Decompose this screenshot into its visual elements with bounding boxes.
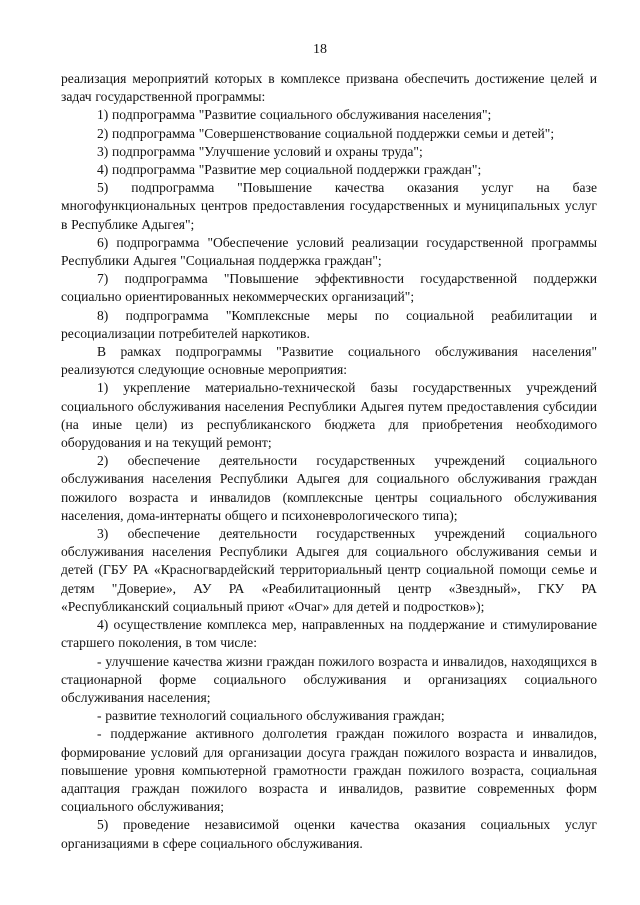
paragraph-subprogram-3: 3) подпрограмма "Улучшение условий и охраны труда"; [97, 143, 423, 159]
document-body [61, 70, 597, 853]
paragraph-bullet-1: - улучшение качества жизни граждан пожилого возраста и инвалидов, находящихся в стационарной форме социального обслуживания и организациях социального обслуживания населения; [61, 653, 597, 705]
paragraph-measure-2: 2) обеспечение деятельности государственных учреждений социального обслуживания населения Республики Адыгея для социального обслуживания граждан пожилого возраста и инвалидов (комплексные центры социального обслуживания населения, дома-интернаты общего и психоневрологического типа); [61, 453, 597, 523]
paragraph-subprogram-1: 1) подпрограмма "Развитие социального обслуживания населения"; [97, 107, 492, 123]
paragraph-bullet-3: - поддержание активного долголетия граждан пожилого возраста и инвалидов, формирование условий для организации досуга граждан пожилого возраста и инвалидов, повышение уровня компьютерной грамотности граждан пожилого возраста, социальная адаптация граждан пожилого возраста и инвалидов, развитие современных форм социального обслуживания; [61, 726, 597, 815]
page-number: 18 [313, 42, 327, 57]
paragraph-measure-3: 3) обеспечение деятельности государственных учреждений социального обслуживания населения Республики Адыгея для социального обслуживания семьи и детей (ГБУ РА «Красногвардейский территориальный центр социальной помощи семье и детям "Доверие», АУ РА «Реабилитационный центр «Звездный», ГКУ РА «Республиканский социальный приют «Очаг» для детей и подростков»); [61, 526, 597, 614]
paragraph-intro: реализация мероприятий которых в комплексе призвана обеспечить достижение целей и задач государственной программы: [61, 71, 597, 105]
paragraph-subprogram-4: 4) подпрограмма "Развитие мер социальной поддержки граждан"; [97, 162, 482, 178]
paragraph-bullet-2: - развитие технологий социального обслуживания граждан; [97, 708, 445, 724]
paragraph-measure-1: 1) укрепление материально-технической базы государственных учреждений социального обслуживания населения Республики Адыгея путем предоставления субсидии (на иные цели) из республиканского бюджета для приобретения необходимого оборудования и на текущий ремонт; [61, 380, 597, 451]
paragraph-subprogram-7: 7) подпрограмма "Повышение эффективности государственной поддержки социально ориентированных некоммерческих организаций"; [61, 271, 597, 305]
paragraph-subprogram-8: 8) подпрограмма "Комплексные меры по социальной реабилитации и ресоциализации потребителей наркотиков. [61, 307, 597, 341]
paragraph-measure-4: 4) осуществление комплекса мер, направленных на поддержание и стимулирование старшего поколения, в том числе: [61, 617, 597, 651]
paragraph-subprogram-6: 6) подпрограмма "Обеспечение условий реализации государственной программы Республики Адыгея "Социальная поддержка граждан"; [61, 234, 597, 269]
paragraph-measures-intro: В рамках подпрограммы "Развитие социального обслуживания населения" реализуются следующие основные мероприятия: [61, 344, 597, 378]
paragraph-measure-5: 5) проведение независимой оценки качества оказания социальных услуг организациями в сфере социального обслуживания. [61, 817, 597, 851]
paragraph-subprogram-2: 2) подпрограмма "Совершенствование социальной поддержки семьи и детей"; [97, 125, 555, 141]
paragraph-subprogram-5: 5) подпрограмма "Повышение качества оказания услуг на базе многофункциональных центров предоставления государственных и муниципальных услуг в Республике Адыгея"; [61, 180, 597, 232]
